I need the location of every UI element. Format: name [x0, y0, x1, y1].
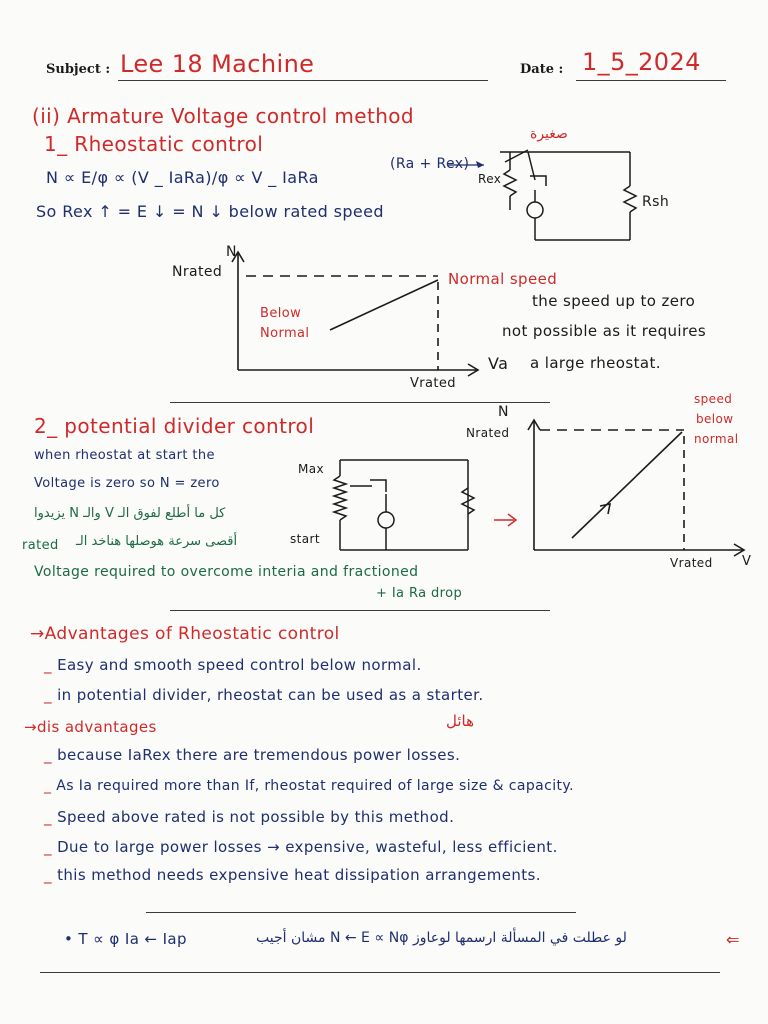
speed-equation-suffix: (Ra + Rex) — [390, 156, 470, 172]
circuit-start-label: start — [290, 532, 320, 546]
arrow-icon: → — [24, 718, 37, 736]
disadvantage-item-2 — [44, 778, 574, 794]
pd-line-1: when rheostat at start the — [34, 448, 215, 463]
subject-underline — [118, 80, 488, 81]
rex-label: Rex — [478, 172, 502, 186]
disadvantage-item-1 — [44, 746, 460, 764]
disadvantage-item-4 — [44, 838, 558, 856]
rex-relation: So Rex ↑ = E ↓ = N ↓ below rated speed — [36, 202, 384, 221]
note-line-2: not possible as it requires — [502, 322, 707, 340]
graph1-n-rated: Nrated — [172, 264, 223, 280]
note-line-1: the speed up to zero — [532, 292, 696, 310]
advantage-item-1 — [44, 656, 422, 674]
graph1-below-normal: Below Normal — [260, 306, 310, 341]
advantage-item-text: in potential divider, rheostat can be used as a starter. — [57, 686, 484, 704]
divider-4 — [40, 972, 720, 973]
disadvantage-item-text: Speed above rated is not possible by this method. — [57, 808, 455, 826]
graph1-va: Va — [488, 354, 509, 373]
disadvantages-heading — [24, 718, 157, 736]
section-heading: (ii) Armature Voltage control method — [32, 104, 415, 128]
circuit-max-label: Max — [298, 462, 325, 476]
graph2-v-axis: V — [742, 554, 752, 569]
dash-icon: _ — [44, 746, 58, 764]
disadvantages-arabic-note: هائل — [446, 712, 475, 730]
graph2-n-axis: N — [498, 404, 509, 420]
subject-value: Lee 18 Machine — [120, 50, 315, 78]
arrow-icon: → — [30, 624, 45, 644]
graph2-speed-label-3: normal — [694, 432, 739, 446]
disadvantage-item-5 — [44, 866, 541, 884]
pd-arabic-1: كل ما أطلع لفوق الـ V والـ N يزيدوا — [34, 506, 226, 521]
disadvantage-item-text: Due to large power losses → expensive, wasteful, less efficient. — [57, 838, 558, 856]
date-underline — [576, 80, 726, 81]
graph2-speed-label-1: speed — [694, 392, 733, 406]
advantages-heading — [30, 624, 340, 644]
disadvantage-item-text: this method needs expensive heat dissipation arrangements. — [57, 866, 541, 884]
footer-arrow-icon: ⇐ — [726, 930, 740, 949]
advantages-heading-text: Advantages of Rheostatic control — [44, 624, 340, 644]
pd-line-2: Voltage is zero so N = zero — [34, 476, 220, 491]
graph1-normal-speed: Normal speed — [448, 270, 558, 288]
rheostatic-title: 1_ Rheostatic control — [44, 132, 264, 156]
advantage-item-2 — [44, 686, 483, 704]
divider-1 — [170, 402, 550, 403]
disadvantage-item-text: because IaRex there are tremendous power losses. — [57, 746, 461, 764]
graph2-n-rated: Nrated — [466, 426, 510, 440]
disadvantage-item-3 — [44, 808, 454, 826]
pd-line-4: + Ia Ra drop — [376, 586, 463, 601]
graph2-v-rated: Vrated — [670, 556, 713, 570]
rsh-label: Rsh — [642, 194, 670, 210]
pd-arabic-2: أقصى سرعة هوصلها هناخد الـ — [76, 534, 238, 549]
disadvantage-item-text: As Ia required more than If, rheostat required of large size & capacity. — [56, 778, 574, 794]
date-value: 1_5_2024 — [582, 48, 701, 76]
potential-divider-title: 2_ potential divider control — [34, 414, 315, 438]
note-line-3: a large rheostat. — [530, 354, 661, 372]
arabic-small-note: صغيرة — [530, 126, 568, 142]
advantage-item-text: Easy and smooth speed control below normal. — [57, 656, 422, 674]
pd-rated-word: rated — [22, 538, 59, 553]
divider-2 — [170, 610, 550, 611]
graph1-v-rated: Vrated — [410, 376, 456, 391]
footer-formula: • T ∝ φ Ia ← Iap — [64, 930, 187, 948]
divider-3 — [146, 912, 576, 913]
dash-icon: _ — [44, 866, 58, 884]
dash-icon: _ — [44, 686, 58, 704]
pd-line-3: Voltage required to overcome interia and fractioned — [34, 564, 419, 580]
dash-icon: _ — [44, 656, 58, 674]
dash-icon: _ — [44, 778, 57, 794]
graph1-n-axis: N — [226, 244, 237, 260]
graph2-speed-label-2: below — [696, 412, 734, 426]
date-label: Date : — [520, 62, 564, 77]
speed-equation: N ∝ E/φ ∝ (V _ IaRa)/φ ∝ V _ IaRa — [46, 168, 319, 187]
subject-label: Subject : — [46, 62, 111, 77]
footer-arabic-note: لو عطلت في المسألة ارسمها لوعاوز N ← E ∝ Nφ مشان أجيب — [256, 930, 627, 946]
dash-icon: _ — [44, 838, 58, 856]
disadvantages-heading-text: dis advantages — [36, 718, 157, 736]
dash-icon: _ — [44, 808, 58, 826]
